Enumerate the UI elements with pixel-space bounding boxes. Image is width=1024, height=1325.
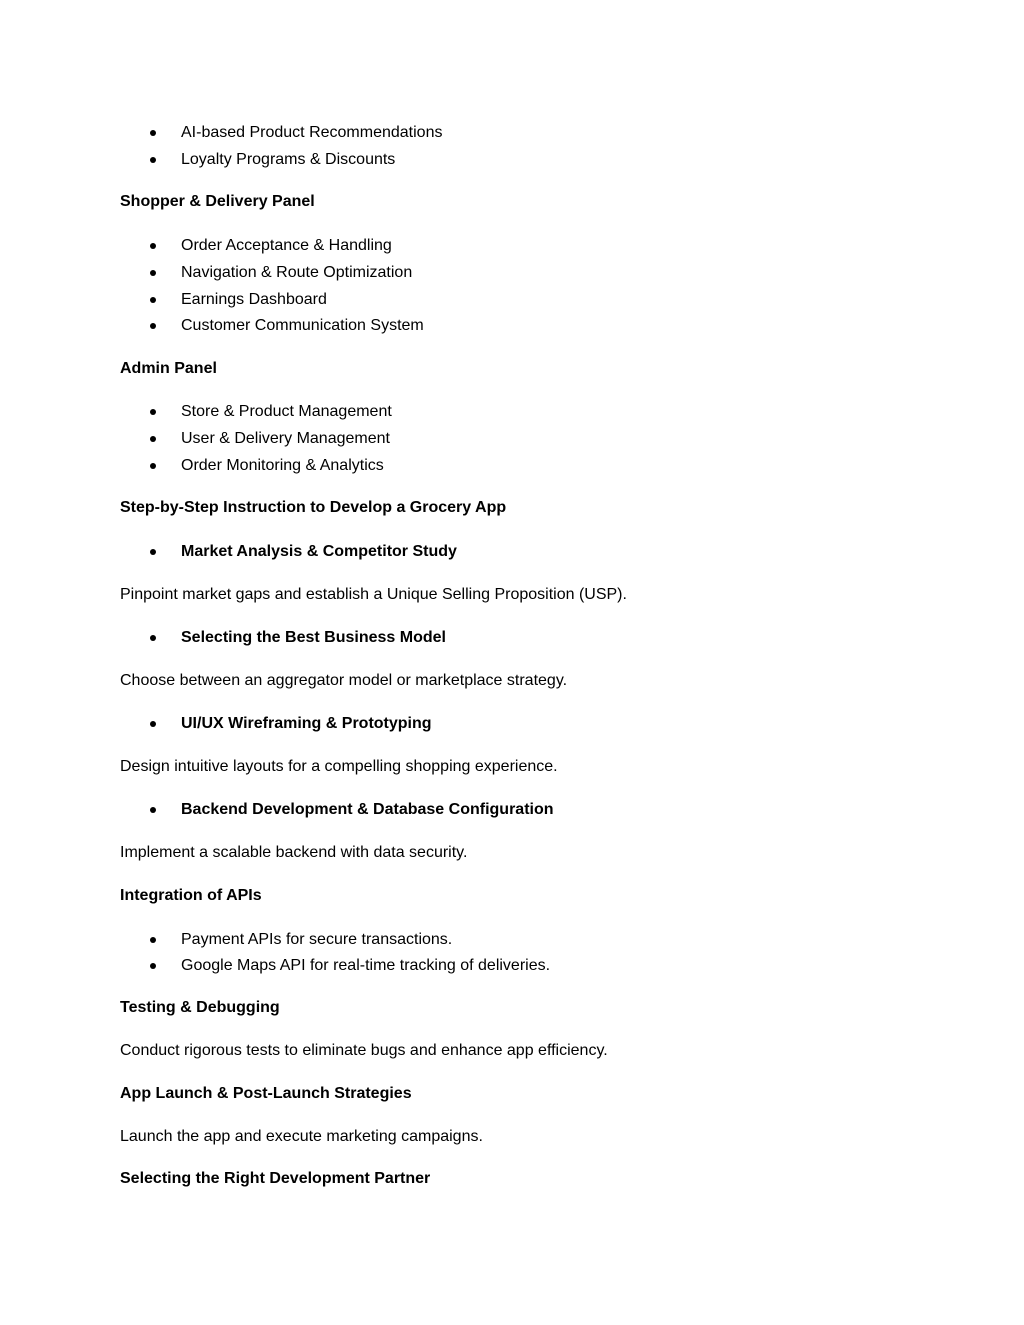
paragraph: Conduct rigorous tests to eliminate bugs and enhance app efficiency. [120, 1042, 608, 1059]
bullet-icon [150, 549, 156, 555]
bullet-icon [150, 635, 156, 641]
bullet-icon [150, 463, 156, 469]
step-title: Market Analysis & Competitor Study [181, 543, 457, 560]
paragraph: Launch the app and execute marketing campaigns. [120, 1128, 483, 1145]
paragraph: Choose between an aggregator model or marketplace strategy. [120, 672, 568, 689]
bullet-icon [150, 243, 156, 249]
step-title: UI/UX Wireframing & Prototyping [181, 715, 432, 732]
bullet-icon [150, 297, 156, 303]
section-heading-admin: Admin Panel [120, 360, 217, 377]
bullet-icon [150, 721, 156, 727]
paragraph: Pinpoint market gaps and establish a Unique Selling Proposition (USP). [120, 586, 627, 603]
section-heading-partner: Selecting the Right Development Partner [120, 1170, 431, 1187]
list-item-text: Earnings Dashboard [181, 291, 327, 308]
list-item-text: Store & Product Management [181, 403, 392, 420]
list-item-text: Payment APIs for secure transactions. [181, 931, 453, 948]
section-heading-apis: Integration of APIs [120, 887, 262, 904]
step-title: Selecting the Best Business Model [181, 629, 446, 646]
bullet-icon [150, 937, 156, 943]
paragraph: Implement a scalable backend with data security. [120, 844, 468, 861]
list-item-text: Order Acceptance & Handling [181, 237, 392, 254]
list-item-text: Loyalty Programs & Discounts [181, 151, 396, 168]
bullet-icon [150, 409, 156, 415]
list-item-text: User & Delivery Management [181, 430, 390, 447]
step-title: Backend Development & Database Configuration [181, 801, 554, 818]
list-item-text: AI-based Product Recommendations [181, 124, 443, 141]
section-heading-launch: App Launch & Post-Launch Strategies [120, 1085, 412, 1102]
paragraph: Design intuitive layouts for a compelling shopping experience. [120, 758, 558, 775]
bullet-icon [150, 436, 156, 442]
section-heading-testing: Testing & Debugging [120, 999, 280, 1016]
bullet-icon [150, 807, 156, 813]
bullet-icon [150, 270, 156, 276]
section-heading-steps: Step-by-Step Instruction to Develop a Grocery App [120, 499, 507, 516]
bullet-icon [150, 963, 156, 969]
list-item-text: Customer Communication System [181, 317, 424, 334]
section-heading-shopper: Shopper & Delivery Panel [120, 193, 315, 210]
bullet-icon [150, 130, 156, 136]
list-item-text: Order Monitoring & Analytics [181, 457, 384, 474]
list-item-text: Navigation & Route Optimization [181, 264, 413, 281]
bullet-icon [150, 323, 156, 329]
bullet-icon [150, 157, 156, 163]
list-item-text: Google Maps API for real-time tracking of deliveries. [181, 957, 551, 974]
